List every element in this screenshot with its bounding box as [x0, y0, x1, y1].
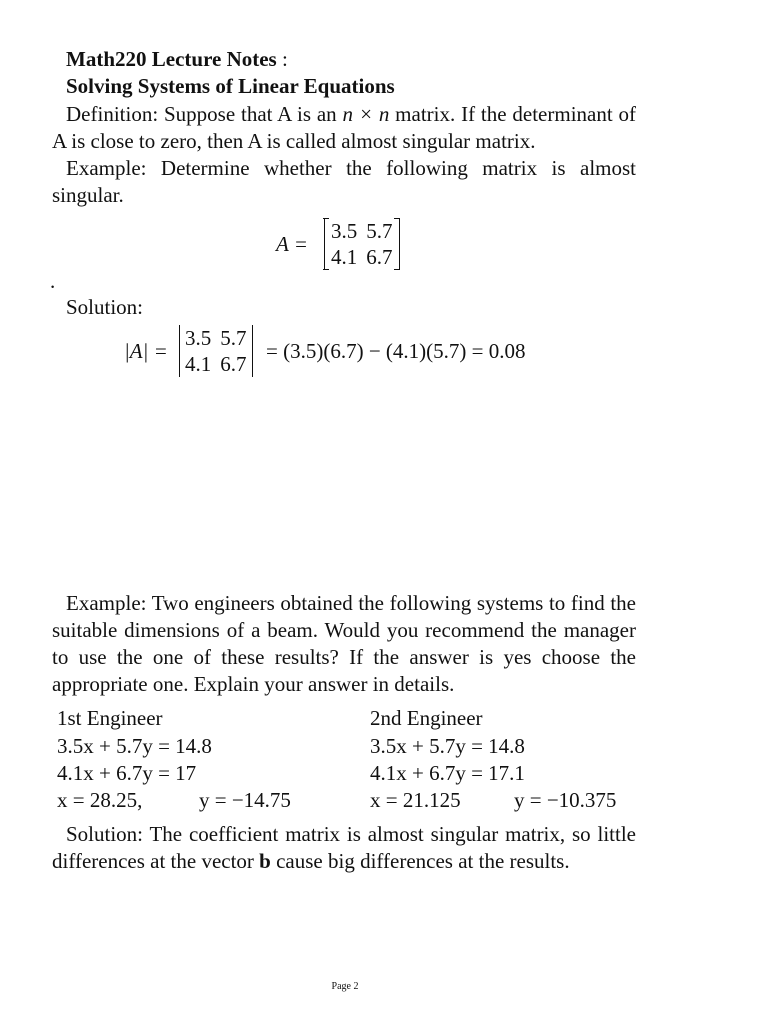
solution2-part1: Solution: The coefficient matrix is almost singular matrix, so little differences at the vector: [52, 822, 636, 873]
engineer1-y-result: y = −14.75: [199, 788, 291, 812]
definition-prefix: Definition: Suppose that A is an: [66, 102, 343, 126]
header: [66, 46, 288, 73]
engineer2-label: 2nd Engineer: [370, 706, 483, 730]
determinant-rhs: = (3.5)(6.7) − (4.1)(5.7) = 0.08: [266, 339, 526, 363]
matrix-a-cell: 4.1: [331, 245, 358, 269]
example1-paragraph: Example: Determine whether the following matrix is almost singular.: [52, 156, 636, 207]
definition-dims: n × n: [342, 102, 390, 126]
matrix-a-cell: 5.7: [366, 219, 393, 243]
topic-title: Solving Systems of Linear Equations: [66, 74, 395, 98]
page-number: Page 2: [331, 981, 359, 992]
determinant-lhs: |A| =: [124, 339, 168, 363]
engineer2-eq2: 4.1x + 6.7y = 17.1: [370, 761, 525, 785]
vector-b: b: [259, 849, 271, 873]
matrix-a-cell: 3.5: [331, 219, 358, 243]
engineer1-x-result: x = 28.25,: [57, 788, 143, 812]
matrix-label: A =: [276, 232, 308, 256]
matrix-a: [324, 218, 400, 270]
definition-paragraph: [52, 101, 636, 155]
engineer2-eq1: 3.5x + 5.7y = 14.8: [370, 734, 525, 758]
matrix-a-cell: 6.7: [366, 245, 393, 269]
engineer1-label: 1st Engineer: [57, 706, 163, 730]
solution2-part2: cause big differences at the results.: [270, 849, 570, 873]
determinant-cell: 6.7: [220, 352, 247, 376]
example2-paragraph: Example: Two engineers obtained the following systems to find the suitable dimensions of a beam. Would you recommend the manager to use the one of these results? If the answer is yes choose the appropriate one. Explain your answer in details.: [52, 591, 636, 696]
solution1-label: Solution:: [66, 295, 144, 319]
determinant-matrix: [179, 325, 253, 377]
engineer2-y-result: y = −10.375: [514, 788, 617, 812]
determinant-cell: 4.1: [185, 352, 212, 376]
definition-suffix: matrix. If the determinant of A is close to zero, then A is called almost singular matrix.: [52, 102, 637, 153]
course-title-suffix: :: [276, 47, 288, 71]
engineer1-eq2: 4.1x + 6.7y = 17: [57, 761, 197, 785]
engineer1-eq1: 3.5x + 5.7y = 14.8: [57, 734, 212, 758]
engineer2-x-result: x = 21.125: [370, 788, 461, 812]
determinant-cell: 3.5: [185, 326, 212, 350]
stray-dot: .: [50, 269, 56, 293]
course-title: Math220 Lecture Notes: [66, 47, 277, 71]
determinant-cell: 5.7: [220, 326, 247, 350]
solution2-paragraph: [52, 821, 636, 875]
